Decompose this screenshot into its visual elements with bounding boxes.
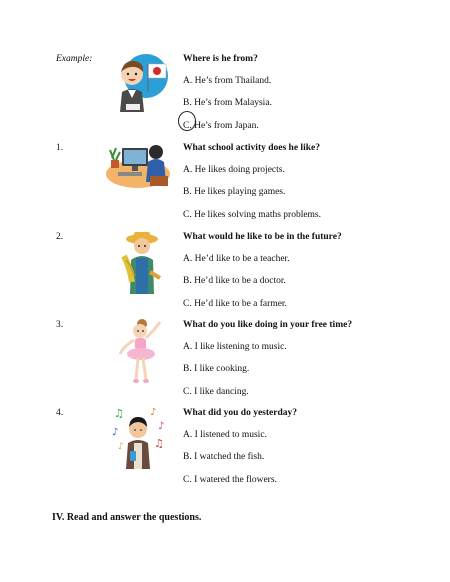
question-3-text: What do you like doing in your free time?	[183, 320, 353, 330]
example-question: Where is he from?	[183, 54, 258, 64]
svg-text:♪: ♪	[112, 427, 119, 438]
section-heading: IV. Read and answer the questions.	[52, 512, 202, 523]
question-2-option-c: C. He’d like to be a farmer.	[183, 299, 287, 309]
farmer-illustration	[120, 230, 164, 296]
question-4-option-c: C. I watered the flowers.	[183, 475, 277, 485]
svg-text:♪: ♪	[150, 407, 157, 418]
svg-text:♫: ♫	[154, 437, 164, 450]
question-2-number: 2.	[56, 232, 64, 242]
question-2-text: What would he like to be in the future?	[183, 232, 342, 242]
question-4-number: 4.	[56, 408, 64, 418]
question-1-text: What school activity does he like?	[183, 143, 320, 153]
question-2-option-a: A. He’d like to be a teacher.	[183, 254, 290, 264]
answer-circle-mark	[178, 111, 196, 131]
question-3-option-b: B. I like cooking.	[183, 364, 250, 374]
question-4-option-a: A. I listened to music.	[183, 430, 267, 440]
question-3-option-a: A. I like listening to music.	[183, 342, 287, 352]
svg-text:♪: ♪	[118, 442, 124, 452]
svg-text:♫: ♫	[114, 407, 124, 420]
example-label: Example:	[56, 54, 93, 64]
question-1-option-b: B. He likes playing games.	[183, 187, 286, 197]
question-3-number: 3.	[56, 320, 64, 330]
example-option-b: B. He’s from Malaysia.	[183, 98, 272, 108]
question-4-text: What did you do yesterday?	[183, 408, 298, 418]
question-1-option-a: A. He likes doing projects.	[183, 165, 285, 175]
svg-text:♪: ♪	[158, 421, 165, 432]
question-1-number: 1.	[56, 143, 64, 153]
question-1-option-c: C. He likes solving maths problems.	[183, 210, 322, 220]
example-option-a: A. He’s from Thailand.	[183, 76, 272, 86]
boy-listening-music-illustration	[110, 405, 168, 471]
boy-japan-flag-illustration	[108, 52, 173, 114]
question-4-option-b: B. I watched the fish.	[183, 452, 265, 462]
student-at-computer-illustration	[104, 140, 174, 192]
example-option-c: C. He’s from Japan.	[183, 121, 259, 131]
ballerina-illustration	[116, 318, 164, 384]
question-2-option-b: B. He’d like to be a doctor.	[183, 276, 286, 286]
question-3-option-c: C. I like dancing.	[183, 387, 249, 397]
